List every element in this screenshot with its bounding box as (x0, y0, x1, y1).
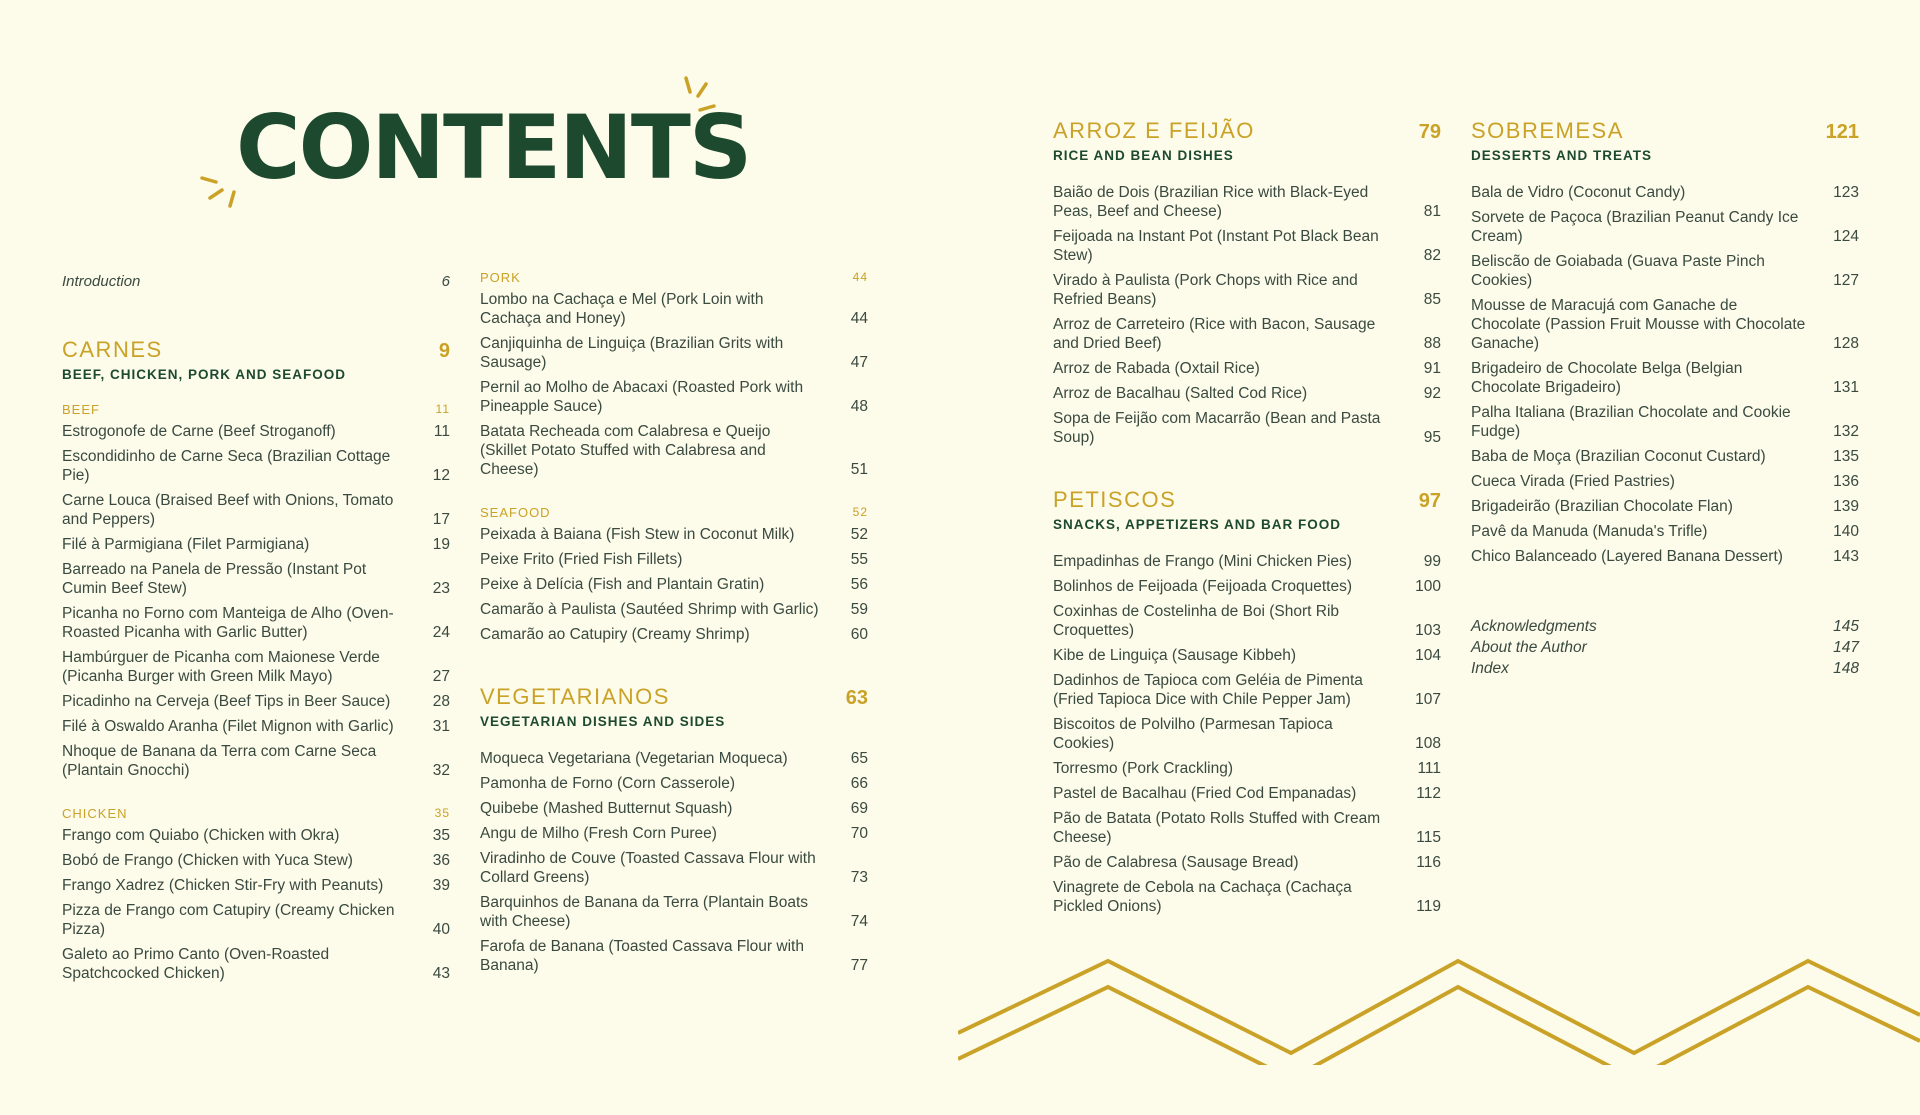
entry-name: Coxinhas de Costelinha de Boi (Short Rib Croquettes) (1053, 603, 1340, 639)
section-title: SOBREMESA (1471, 118, 1624, 143)
entry-page: 36 (432, 852, 450, 869)
back-matter-entry[interactable] (1471, 658, 1859, 679)
entry-name: Index (1471, 660, 1509, 677)
entry-page: 124 (1833, 228, 1859, 245)
toc-entry[interactable] (62, 851, 450, 870)
entry-page: 60 (850, 626, 868, 643)
entry-page: 65 (850, 750, 868, 767)
toc-entry[interactable] (1053, 809, 1441, 847)
entry-page: 56 (850, 576, 868, 593)
toc-entry[interactable] (62, 945, 450, 983)
subsection-page: 11 (435, 402, 450, 416)
section-heading-sobremesa (1471, 118, 1859, 144)
entry-name: Barquinhos de Banana da Terra (Plantain Boats with Cheese) (480, 894, 809, 930)
toc-entry[interactable] (1471, 359, 1859, 397)
toc-entry[interactable] (1471, 497, 1859, 516)
entry-page: 48 (850, 398, 868, 415)
subsection-title: BEEF (62, 402, 100, 417)
toc-entry[interactable] (1053, 784, 1441, 803)
entry-page: 92 (1423, 385, 1441, 402)
entry-name: Introduction (62, 273, 141, 290)
entry-name: Peixe Frito (Fried Fish Fillets) (480, 551, 683, 568)
subsection-title: PORK (480, 270, 521, 285)
toc-column-4 (1471, 118, 1859, 679)
entry-name: Pão de Calabresa (Sausage Bread) (1053, 854, 1299, 871)
section-heading-arroz (1053, 118, 1441, 144)
entry-name: Angu de Milho (Fresh Corn Puree) (480, 825, 717, 842)
toc-entry[interactable] (1053, 409, 1441, 447)
entry-page: 6 (441, 273, 450, 290)
entry-name: Frango Xadrez (Chicken Stir-Fry with Peanuts) (62, 877, 384, 894)
entry-page: 139 (1833, 498, 1859, 515)
toc-entry[interactable] (1053, 602, 1441, 640)
entry-page: 107 (1415, 691, 1441, 708)
entry-name: Farofa de Banana (Toasted Cassava Flour with Banana) (480, 938, 804, 974)
entry-page: 119 (1416, 898, 1441, 915)
toc-entry[interactable] (1471, 472, 1859, 491)
entry-page: 74 (850, 913, 868, 930)
toc-entry[interactable] (1471, 208, 1859, 246)
toc-entry[interactable] (62, 742, 450, 780)
toc-entry[interactable] (62, 560, 450, 598)
entry-name: Feijoada na Instant Pot (Instant Pot Black Bean Stew) (1053, 228, 1379, 264)
toc-entry[interactable] (1053, 715, 1441, 753)
entry-name: Frango com Quiabo (Chicken with Okra) (62, 827, 340, 844)
subsection-heading (480, 505, 868, 520)
entry-name: Viradinho de Couve (Toasted Cassava Flour with Collard Greens) (480, 850, 816, 886)
toc-entry[interactable] (1471, 403, 1859, 441)
section-title: ARROZ E FEIJÃO (1053, 118, 1255, 143)
toc-entry[interactable] (1053, 315, 1441, 353)
toc-entry[interactable] (480, 774, 868, 793)
entry-name: Beliscão de Goiabada (Guava Paste Pinch Cookies) (1471, 253, 1765, 289)
entry-page: 85 (1423, 291, 1441, 308)
subsection-heading (62, 402, 450, 417)
entry-page: 52 (850, 526, 868, 543)
subsection-page: 35 (434, 806, 450, 820)
entry-name: Barreado na Panela de Pressão (Instant Pot Cumin Beef Stew) (62, 561, 367, 597)
entry-name: Pastel de Bacalhau (Fried Cod Empanadas) (1053, 785, 1357, 802)
entry-page: 17 (432, 511, 450, 528)
entry-list (1053, 552, 1441, 916)
entry-name: Pavê da Manuda (Manuda's Trifle) (1471, 523, 1708, 540)
entry-page: 24 (432, 624, 450, 641)
entry-name: Pernil ao Molho de Abacaxi (Roasted Pork with Pineapple Sauce) (480, 379, 804, 415)
entry-name: Estrogonofe de Carne (Beef Stroganoff) (62, 423, 336, 440)
entry-page: 140 (1833, 523, 1859, 540)
entry-page: 81 (1423, 203, 1441, 220)
toc-entry[interactable] (1053, 759, 1441, 778)
entry-name: Dadinhos de Tapioca com Geléia de Pimenta (Fried Tapioca Dice with Chile Pepper Jam) (1053, 672, 1363, 708)
toc-entry[interactable] (480, 600, 868, 619)
entry-list (1053, 183, 1441, 447)
back-matter-list (1471, 616, 1859, 679)
entry-name: Peixe à Delícia (Fish and Plantain Gratin) (480, 576, 765, 593)
entry-page: 19 (432, 536, 450, 553)
entry-page: 31 (432, 718, 450, 735)
entry-page: 148 (1833, 660, 1859, 677)
entry-name: Filé à Oswaldo Aranha (Filet Mignon with Garlic) (62, 718, 394, 735)
entry-name: Empadinhas de Frango (Mini Chicken Pies) (1053, 553, 1352, 570)
toc-entry[interactable] (480, 575, 868, 594)
entry-name: Biscoitos de Polvilho (Parmesan Tapioca Cookies) (1053, 716, 1333, 752)
entry-page: 95 (1423, 429, 1441, 446)
toc-entry[interactable] (1053, 878, 1441, 916)
entry-name: Galeto ao Primo Canto (Oven-Roasted Spatchcocked Chicken) (62, 946, 330, 982)
toc-entry[interactable] (62, 876, 450, 895)
toc-entry[interactable] (480, 849, 868, 887)
entry-name: Carne Louca (Braised Beef with Onions, Tomato and Peppers) (62, 492, 394, 528)
entry-list (62, 422, 450, 780)
toc-entry[interactable] (480, 334, 868, 372)
section-heading-carnes (62, 337, 450, 363)
zigzag-decoration (958, 945, 1920, 1065)
entry-page: 69 (850, 800, 868, 817)
subsection-beef (62, 402, 450, 780)
entry-page: 28 (432, 693, 450, 710)
toc-entry[interactable] (1053, 577, 1441, 596)
entry-name: Bobó de Frango (Chicken with Yuca Stew) (62, 852, 353, 869)
entry-name: Camarão ao Catupiry (Creamy Shrimp) (480, 626, 750, 643)
entry-page: 35 (432, 827, 450, 844)
entry-page: 43 (432, 965, 450, 982)
entry-page: 104 (1415, 647, 1441, 664)
entry-name: Chico Balanceado (Layered Banana Dessert) (1471, 548, 1783, 565)
toc-entry[interactable] (1471, 547, 1859, 566)
entry-page: 12 (432, 467, 450, 484)
entry-page: 77 (850, 957, 868, 974)
toc-entry[interactable] (62, 535, 450, 554)
entry-name: Picanha no Forno com Manteiga de Alho (Oven-Roasted Picanha with Garlic Butter) (62, 605, 394, 641)
entry-name: Moqueca Vegetariana (Vegetarian Moqueca) (480, 750, 788, 767)
subsection-title: SEAFOOD (480, 505, 551, 520)
entry-page: 91 (1423, 360, 1441, 377)
back-matter-entry[interactable] (1471, 616, 1859, 637)
toc-entry[interactable] (480, 422, 868, 479)
toc-entry[interactable] (62, 604, 450, 642)
section-heading-vegetarianos (480, 684, 868, 710)
entry-name: Sopa de Feijão com Macarrão (Bean and Pasta Soup) (1053, 410, 1381, 446)
entry-name: Filé à Parmigiana (Filet Parmigiana) (62, 536, 310, 553)
entry-page: 32 (432, 762, 450, 779)
section-page: 121 (1825, 121, 1859, 143)
toc-entry[interactable] (480, 625, 868, 644)
entry-name: Acknowledgments (1471, 618, 1597, 635)
entry-name: Picadinho na Cerveja (Beef Tips in Beer Sauce) (62, 693, 391, 710)
contents-title-block (200, 70, 751, 230)
section-page: 9 (438, 340, 450, 362)
toc-entry[interactable] (62, 901, 450, 939)
entry-name: Baba de Moça (Brazilian Coconut Custard) (1471, 448, 1766, 465)
entry-page: 115 (1416, 829, 1441, 846)
entry-name: Virado à Paulista (Pork Chops with Rice and Refried Beans) (1053, 272, 1358, 308)
section-title: CARNES (62, 337, 163, 362)
entry-name: Vinagrete de Cebola na Cachaça (Cachaça Pickled Onions) (1053, 879, 1352, 915)
subsection-chicken (62, 806, 450, 983)
section-page: 79 (1418, 121, 1441, 143)
subsection-title: CHICKEN (62, 806, 128, 821)
page-title: CONTENTS (236, 96, 751, 199)
toc-entry[interactable] (62, 648, 450, 686)
toc-entry[interactable] (62, 692, 450, 711)
back-matter-entry[interactable] (1471, 637, 1859, 658)
entry-list (480, 290, 868, 479)
toc-entry[interactable] (480, 378, 868, 416)
entry-name: Batata Recheada com Calabresa e Queijo (Skillet Potato Stuffed with Calabresa and Cheese) (480, 423, 771, 478)
toc-entry[interactable] (62, 447, 450, 485)
toc-entry[interactable] (480, 893, 868, 931)
entry-page: 128 (1833, 335, 1859, 352)
entry-list (62, 826, 450, 983)
section-subtitle: DESSERTS AND TREATS (1471, 148, 1653, 163)
toc-entry[interactable] (1471, 252, 1859, 290)
entry-list (1471, 183, 1859, 566)
entry-page: 59 (850, 601, 868, 618)
entry-name: Peixada à Baiana (Fish Stew in Coconut Milk) (480, 526, 795, 543)
entry-name: Camarão à Paulista (Sautéed Shrimp with Garlic) (480, 601, 819, 618)
toc-entry[interactable] (1053, 183, 1441, 221)
entry-name: Arroz de Rabada (Oxtail Rice) (1053, 360, 1260, 377)
section-page: 97 (1418, 490, 1441, 512)
section-subtitle: RICE AND BEAN DISHES (1053, 148, 1234, 163)
toc-entry[interactable] (62, 491, 450, 529)
toc-entry[interactable] (1053, 671, 1441, 709)
entry-name: Bala de Vidro (Coconut Candy) (1471, 184, 1686, 201)
entry-name: Pão de Batata (Potato Rolls Stuffed with Cream Cheese) (1053, 810, 1381, 846)
entry-name: Canjiquinha de Linguiça (Brazilian Grits with Sausage) (480, 335, 784, 371)
section-title: PETISCOS (1053, 487, 1177, 512)
entry-name: Palha Italiana (Brazilian Chocolate and Cookie Fudge) (1471, 404, 1791, 440)
entry-page: 27 (432, 668, 450, 685)
entry-page: 47 (850, 354, 868, 371)
entry-page: 55 (850, 551, 868, 568)
intro-entry[interactable] (62, 272, 450, 291)
entry-name: Arroz de Carreteiro (Rice with Bacon, Sausage and Dried Beef) (1053, 316, 1376, 352)
entry-name: Nhoque de Banana da Terra com Carne Seca (Plantain Gnocchi) (62, 743, 377, 779)
toc-entry[interactable] (1053, 853, 1441, 872)
entry-name: Pizza de Frango com Catupiry (Creamy Chicken Pizza) (62, 902, 395, 938)
entry-page: 143 (1833, 548, 1859, 565)
entry-page: 127 (1833, 272, 1859, 289)
toc-entry[interactable] (1053, 359, 1441, 378)
entry-name: Hambúrguer de Picanha com Maionese Verde (Picanha Burger with Green Milk Mayo) (62, 649, 380, 685)
entry-page: 70 (850, 825, 868, 842)
entry-page: 44 (850, 310, 868, 327)
toc-entry[interactable] (1471, 296, 1859, 353)
subsection-page: 52 (852, 505, 868, 519)
entry-page: 73 (850, 869, 868, 886)
toc-entry[interactable] (480, 550, 868, 569)
toc-column-3 (1053, 118, 1441, 922)
entry-page: 135 (1833, 448, 1859, 465)
section-heading-petiscos (1053, 487, 1441, 513)
toc-entry[interactable] (1053, 271, 1441, 309)
toc-entry[interactable] (480, 824, 868, 843)
subsection-seafood (480, 505, 868, 644)
entry-name: Sorvete de Paçoca (Brazilian Peanut Candy Ice Cream) (1471, 209, 1799, 245)
entry-name: Brigadeirão (Brazilian Chocolate Flan) (1471, 498, 1733, 515)
subsection-page: 44 (852, 270, 868, 284)
toc-entry[interactable] (480, 749, 868, 768)
toc-entry[interactable] (480, 525, 868, 544)
entry-page: 123 (1833, 184, 1859, 201)
entry-page: 108 (1415, 735, 1441, 752)
toc-entry[interactable] (1053, 227, 1441, 265)
entry-name: Baião de Dois (Brazilian Rice with Black-Eyed Peas, Beef and Cheese) (1053, 184, 1369, 220)
entry-page: 112 (1416, 785, 1441, 802)
entry-page: 131 (1833, 379, 1859, 396)
entry-page: 136 (1833, 473, 1859, 490)
entry-list (480, 525, 868, 644)
entry-page: 100 (1415, 578, 1441, 595)
subsection-heading (62, 806, 450, 821)
subsection-heading (480, 270, 868, 285)
toc-entry[interactable] (62, 826, 450, 845)
toc-entry[interactable] (1471, 522, 1859, 541)
entry-page: 132 (1833, 423, 1859, 440)
entry-page: 147 (1833, 639, 1859, 656)
subsection-pork (480, 270, 868, 479)
entry-name: Cueca Virada (Fried Pastries) (1471, 473, 1675, 490)
entry-page: 145 (1833, 618, 1859, 635)
entry-name: Arroz de Bacalhau (Salted Cod Rice) (1053, 385, 1308, 402)
toc-entry[interactable] (1471, 183, 1859, 202)
entry-page: 82 (1423, 247, 1441, 264)
entry-name: Mousse de Maracujá com Ganache de Chocolate (Passion Fruit Mousse with Chocolate Ganache) (1471, 297, 1806, 352)
toc-entry[interactable] (1053, 646, 1441, 665)
toc-column-1 (62, 272, 450, 1009)
section-subtitle: VEGETARIAN DISHES AND SIDES (480, 714, 726, 729)
entry-name: Quibebe (Mashed Butternut Squash) (480, 800, 733, 817)
section-subtitle: BEEF, CHICKEN, PORK AND SEAFOOD (62, 367, 347, 382)
entry-page: 99 (1423, 553, 1441, 570)
entry-page: 23 (432, 580, 450, 597)
entry-name: Torresmo (Pork Crackling) (1053, 760, 1234, 777)
section-subtitle: SNACKS, APPETIZERS AND BAR FOOD (1053, 517, 1342, 532)
toc-entry[interactable] (1471, 447, 1859, 466)
entry-name: Pamonha de Forno (Corn Casserole) (480, 775, 736, 792)
toc-entry[interactable] (480, 937, 868, 975)
entry-page: 11 (433, 423, 450, 440)
toc-entry[interactable] (62, 717, 450, 736)
entry-name: About the Author (1471, 639, 1587, 656)
entry-name: Lombo na Cachaça e Mel (Pork Loin with Cachaça and Honey) (480, 291, 764, 327)
section-page: 63 (845, 687, 868, 709)
entry-page: 66 (850, 775, 868, 792)
toc-entry[interactable] (480, 799, 868, 818)
toc-entry[interactable] (1053, 384, 1441, 403)
entry-name: Kibe de Linguiça (Sausage Kibbeh) (1053, 647, 1297, 664)
section-title: VEGETARIANOS (480, 684, 670, 709)
entry-name: Bolinhos de Feijoada (Feijoada Croquettes) (1053, 578, 1352, 595)
entry-page: 51 (850, 461, 868, 478)
toc-entry[interactable] (480, 290, 868, 328)
entry-page: 88 (1423, 335, 1441, 352)
entry-page: 111 (1417, 760, 1441, 777)
entry-name: Brigadeiro de Chocolate Belga (Belgian Chocolate Brigadeiro) (1471, 360, 1743, 396)
entry-page: 39 (432, 877, 450, 894)
entry-list (480, 749, 868, 975)
entry-page: 116 (1416, 854, 1441, 871)
toc-column-2 (480, 270, 868, 981)
toc-entry[interactable] (62, 422, 450, 441)
entry-page: 40 (432, 921, 450, 938)
toc-entry[interactable] (1053, 552, 1441, 571)
entry-page: 103 (1415, 622, 1441, 639)
entry-name: Escondidinho de Carne Seca (Brazilian Cottage Pie) (62, 448, 391, 484)
